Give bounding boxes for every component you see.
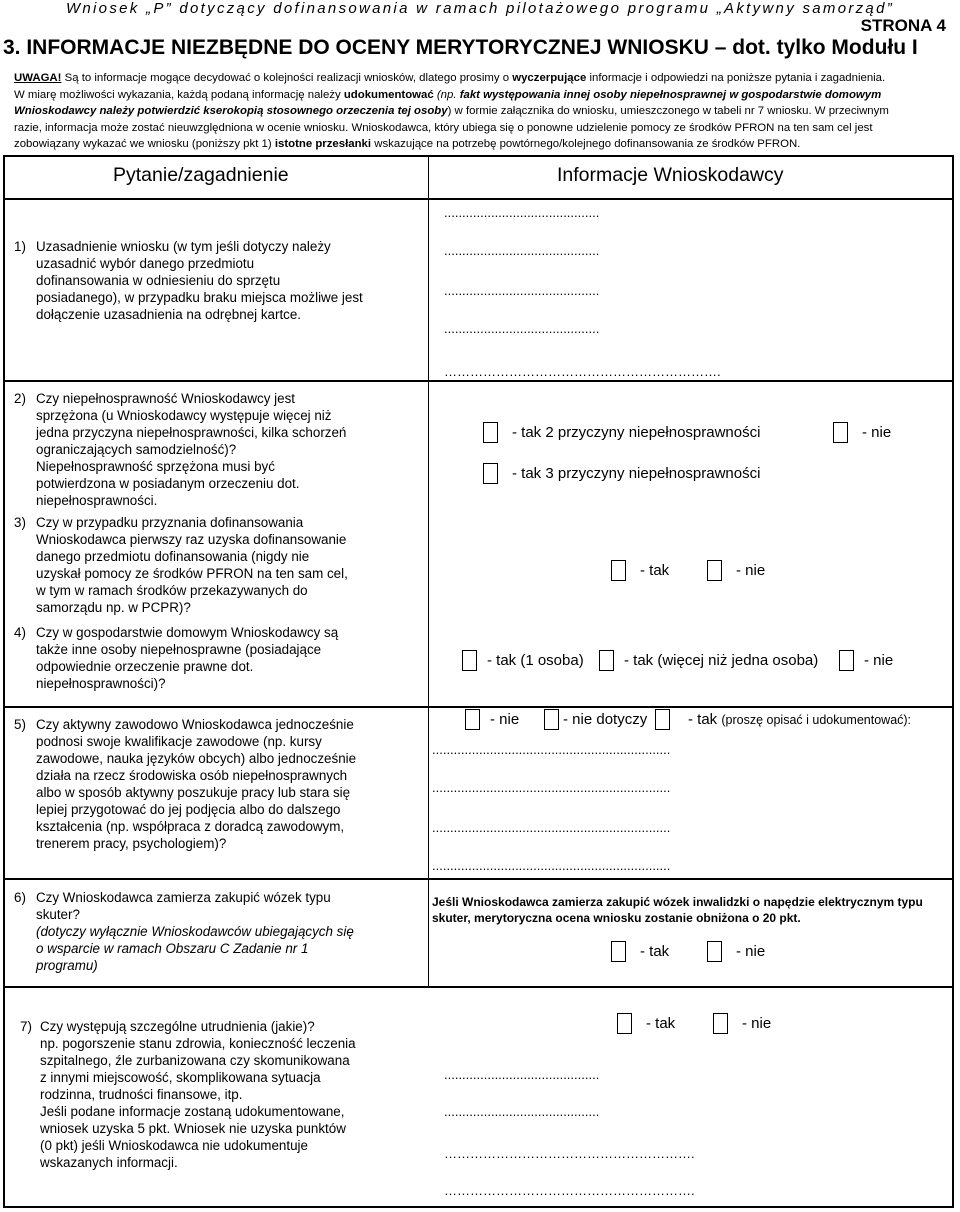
warning-emphasis: wyczerpujące bbox=[512, 72, 587, 84]
option-yes[interactable] bbox=[611, 941, 669, 962]
row-divider bbox=[3, 380, 954, 382]
question-text: albo w sposób aktywny poszukuje pracy lub stara się bbox=[36, 785, 351, 800]
answer-line[interactable]: ........................................... bbox=[444, 1104, 600, 1119]
question-4 bbox=[14, 624, 424, 692]
option-label: - nie bbox=[862, 424, 892, 441]
answer-line[interactable]: ........................................... bbox=[444, 205, 600, 220]
option-2-causes[interactable] bbox=[483, 422, 760, 443]
answer-line[interactable]: .................................................................. bbox=[432, 742, 671, 757]
warning-emphasis: udokumentować bbox=[343, 88, 434, 101]
checkbox[interactable] bbox=[599, 650, 614, 671]
warning-text: wskazujące na potrzebę powtórnego/kolejnego dofinansowania ze środków PFRON. bbox=[371, 138, 801, 150]
option-label: - tak (1 osoba) bbox=[487, 652, 584, 669]
option-label: - tak (więcej niż jedna osoba) bbox=[624, 652, 819, 669]
question-text: w tym w ramach środków przekazywanych do bbox=[36, 583, 308, 598]
question-text: dołączenie uzasadnienia na odrębnej kartce. bbox=[36, 307, 302, 322]
question-3 bbox=[14, 514, 424, 616]
warning-text: razie, informacja może zostać nieuwzględniona w ocenie wniosku. Wnioskodawca, który ubiega się o ponowne udzielenie pomocy ze środków PFRON na ten sam cel jest bbox=[14, 121, 873, 134]
checkbox[interactable] bbox=[544, 709, 559, 730]
question-text: Czy w gospodarstwie domowym Wnioskodawcy są bbox=[36, 625, 339, 640]
question-2 bbox=[14, 390, 424, 509]
question-text: danego przedmiotu dofinansowania (nigdy nie bbox=[36, 549, 310, 564]
question-number: 2) bbox=[14, 391, 26, 406]
question-number: 3) bbox=[14, 515, 26, 530]
question-text: Czy Wnioskodawca zamierza zakupić wózek typu bbox=[36, 890, 331, 905]
option-no[interactable] bbox=[707, 941, 765, 962]
question-text: odpowiednie orzeczenie prawne dot. bbox=[36, 659, 254, 674]
answer-line[interactable]: .................................................................. bbox=[432, 820, 671, 835]
warning-text: (np. bbox=[433, 88, 460, 101]
answer-line[interactable]: ........................................... bbox=[444, 283, 600, 298]
column-header-answer: Informacje Wnioskodawcy bbox=[557, 164, 784, 186]
question-text: (0 pkt) jeśli Wnioskodawca nie udokumentuje bbox=[40, 1138, 308, 1153]
question-text: niepełnosprawności)? bbox=[36, 676, 166, 691]
question-text: (dotyczy wyłącznie Wnioskodawców ubiegających się bbox=[36, 924, 354, 939]
section-title: 3. INFORMACJE NIEZBĘDNE DO OCENY MERYTORYCZNEJ WNIOSKU – dot. tylko Modułu I bbox=[3, 36, 918, 59]
option-3-causes[interactable] bbox=[483, 463, 760, 484]
question-text: zawodowe, nauka języków obcych) albo jednocześnie bbox=[36, 751, 357, 766]
option-label: - nie bbox=[864, 652, 894, 669]
question-number: 6) bbox=[14, 890, 26, 905]
option-label: - nie bbox=[736, 943, 766, 960]
checkbox[interactable] bbox=[707, 560, 722, 581]
option-label: - tak bbox=[640, 943, 670, 960]
checkbox[interactable] bbox=[707, 941, 722, 962]
question-text: np. pogorszenie stanu zdrowia, konieczność leczenia bbox=[40, 1036, 356, 1051]
question-text: Czy w przypadku przyznania dofinansowania bbox=[36, 515, 304, 530]
option-one-person[interactable] bbox=[462, 650, 584, 671]
warning-emphasis: Wnioskodawcy należy potwierdzić kserokopią stosownego orzeczenia tej osoby bbox=[14, 105, 448, 117]
question-text: uzasadnić wybór danego przedmiotu bbox=[36, 256, 255, 271]
option-label: - tak 3 przyczyny niepełnosprawności bbox=[512, 465, 761, 482]
option-no[interactable] bbox=[833, 422, 891, 443]
answer-line[interactable]: ........................................... bbox=[444, 243, 600, 258]
warning-text: ) w formie załącznika do wniosku, umieszczonego w tabeli nr 7 wniosku. W przeciwnym bbox=[447, 105, 889, 117]
question-text: trenerem pracy, psychologiem)? bbox=[36, 836, 227, 851]
question-text: działa na rzecz środowiska osób niepełnosprawnych bbox=[36, 768, 348, 783]
option-yes[interactable] bbox=[617, 1013, 675, 1034]
column-header-question: Pytanie/zagadnienie bbox=[113, 164, 289, 186]
option-label: - nie bbox=[490, 711, 520, 728]
option-no[interactable] bbox=[713, 1013, 771, 1034]
checkbox[interactable] bbox=[611, 560, 626, 581]
question-text: samorządu np. w PCPR)? bbox=[36, 600, 191, 615]
question-text: z innymi miejscowość, skomplikowana sytuacja bbox=[40, 1070, 321, 1085]
checkbox[interactable] bbox=[611, 941, 626, 962]
option-more-persons[interactable] bbox=[599, 650, 818, 671]
question-text: niepełnosprawności. bbox=[36, 493, 158, 508]
question-text: sprzężona (u Wnioskodawcy występuje więcej niż bbox=[36, 408, 332, 423]
question-text: Czy niepełnosprawność Wnioskodawcy jest bbox=[36, 391, 295, 406]
checkbox[interactable] bbox=[617, 1013, 632, 1034]
option-yes[interactable] bbox=[655, 709, 911, 730]
question-number: 5) bbox=[14, 717, 26, 732]
option-label: - nie bbox=[742, 1015, 772, 1032]
question-text: podnosi swoje kwalifikacje zawodowe (np. kursy bbox=[36, 734, 322, 749]
column-divider bbox=[428, 155, 429, 987]
question-text: Uzasadnienie wniosku (w tym jeśli dotyczy należy bbox=[36, 239, 331, 254]
option-label: - tak bbox=[688, 711, 718, 728]
row-divider bbox=[3, 706, 954, 708]
scooter-note: Jeśli Wnioskodawca zamierza zakupić wózek inwalidzki o napędzie elektrycznym typu skuter, merytoryczna ocena wniosku zostanie obniżona o 20 pkt. bbox=[432, 895, 923, 925]
question-text: uzyskał pomocy ze środków PFRON na ten sam cel, bbox=[36, 566, 348, 581]
question-text: także inne osoby niepełnosprawne (posiadające bbox=[36, 642, 322, 657]
question-text: Czy aktywny zawodowo Wnioskodawca jednocześnie bbox=[36, 717, 354, 732]
question-text: Wnioskodawca pierwszy raz uzyska dofinansowanie bbox=[36, 532, 347, 547]
checkbox[interactable] bbox=[713, 1013, 728, 1034]
question-text: wskazanych informacji. bbox=[40, 1155, 178, 1170]
option-label: - tak bbox=[640, 562, 670, 579]
warning-label: UWAGA! bbox=[14, 72, 62, 84]
warning-text: Są to informacje mogące decydować o kolejności realizacji wniosków, dlatego prosimy o bbox=[61, 72, 513, 84]
question-number: 1) bbox=[14, 239, 26, 254]
answer-line[interactable]: ........................................... bbox=[444, 321, 600, 336]
checkbox[interactable] bbox=[839, 650, 854, 671]
warning-emphasis: istotne przesłanki bbox=[274, 138, 372, 150]
checkbox[interactable] bbox=[833, 422, 848, 443]
question-6 bbox=[14, 889, 424, 974]
option-label: - tak bbox=[646, 1015, 676, 1032]
question-text: dofinansowania w odniesieniu do sprzętu bbox=[36, 273, 281, 288]
option-no[interactable] bbox=[707, 560, 765, 581]
question-text: kształcenia (np. współpraca z doradcą zawodowym, bbox=[36, 819, 345, 834]
page-number: STRONA 4 bbox=[860, 16, 946, 35]
question-number: 4) bbox=[14, 625, 26, 640]
option-not-applicable[interactable] bbox=[544, 709, 647, 730]
row-divider bbox=[3, 986, 954, 988]
answer-line[interactable]: .................................................................. bbox=[432, 858, 671, 873]
row-divider bbox=[3, 198, 954, 200]
question-text: Jeśli podane informacje zostaną udokumentowane, bbox=[40, 1104, 345, 1119]
question-text: Niepełnosprawność sprzężona musi być bbox=[36, 459, 275, 474]
checkbox[interactable] bbox=[483, 463, 498, 484]
warning-emphasis: fakt występowania innej osoby niepełnosprawnej w gospodarstwie domowym bbox=[459, 88, 882, 101]
checkbox[interactable] bbox=[483, 422, 498, 443]
question-1 bbox=[14, 238, 419, 323]
answer-line[interactable]: …………………………………………………. bbox=[444, 1146, 695, 1161]
option-no[interactable] bbox=[465, 709, 519, 730]
warning-text: W miarę możliwości wykazania, każdą podaną informację należy bbox=[14, 88, 344, 101]
question-text: lepiej przygotować do jej podjęcia albo do dalszego bbox=[36, 802, 341, 817]
question-5 bbox=[14, 716, 424, 852]
question-text: potwierdzona w posiadanym orzeczeniu dot. bbox=[36, 476, 300, 491]
option-label: - tak 2 przyczyny niepełnosprawności bbox=[512, 424, 761, 441]
question-text: rodzinna, trudności finansowe, itp. bbox=[40, 1087, 243, 1102]
question-text: jedna przyczyna niepełnosprawności, kilka schorzeń bbox=[36, 425, 347, 440]
answer-line[interactable]: …………………………………………………. bbox=[444, 1183, 695, 1198]
warning-text: zobowiązany wykazać we wniosku (poniższy pkt 1) bbox=[14, 138, 275, 150]
answer-line[interactable]: ………………………………………………………. bbox=[444, 364, 721, 379]
checkbox[interactable] bbox=[465, 709, 480, 730]
answer-line[interactable]: .................................................................. bbox=[432, 780, 671, 795]
question-text: o wsparcie w ramach Obszaru C Zadanie nr 1 bbox=[36, 941, 309, 956]
question-text: Czy występują szczególne utrudnienia (jakie)? bbox=[40, 1019, 315, 1034]
option-note: (proszę opisać i udokumentować): bbox=[721, 712, 912, 727]
question-text: skuter? bbox=[36, 907, 80, 922]
option-yes[interactable] bbox=[611, 560, 669, 581]
option-label: - nie dotyczy bbox=[563, 711, 648, 728]
row-divider bbox=[3, 878, 954, 880]
running-header: Wniosek „P” dotyczący dofinansowania w ramach pilotażowego programu „Aktywny samorząd” bbox=[65, 0, 895, 17]
question-text: szpitalnego, źle zurbanizowana czy skomunikowana bbox=[40, 1053, 350, 1068]
question-text: ograniczających samodzielność)? bbox=[36, 442, 237, 457]
question-text: programu) bbox=[36, 958, 98, 973]
option-no[interactable] bbox=[839, 650, 893, 671]
question-7 bbox=[20, 1018, 425, 1171]
answer-line[interactable]: ........................................... bbox=[444, 1067, 600, 1082]
warning-note bbox=[14, 70, 949, 153]
option-label: - nie bbox=[736, 562, 766, 579]
warning-text: informacje i odpowiedzi na poniższe pytania i zagadnienia. bbox=[586, 72, 886, 84]
question-text: wniosek uzyska 5 pkt. Wniosek nie uzyska punktów bbox=[40, 1121, 346, 1136]
checkbox[interactable] bbox=[655, 709, 670, 730]
question-text: posiadanego), w przypadku braku miejsca możliwe jest bbox=[36, 290, 363, 305]
question-number: 7) bbox=[20, 1019, 32, 1034]
checkbox[interactable] bbox=[462, 650, 477, 671]
